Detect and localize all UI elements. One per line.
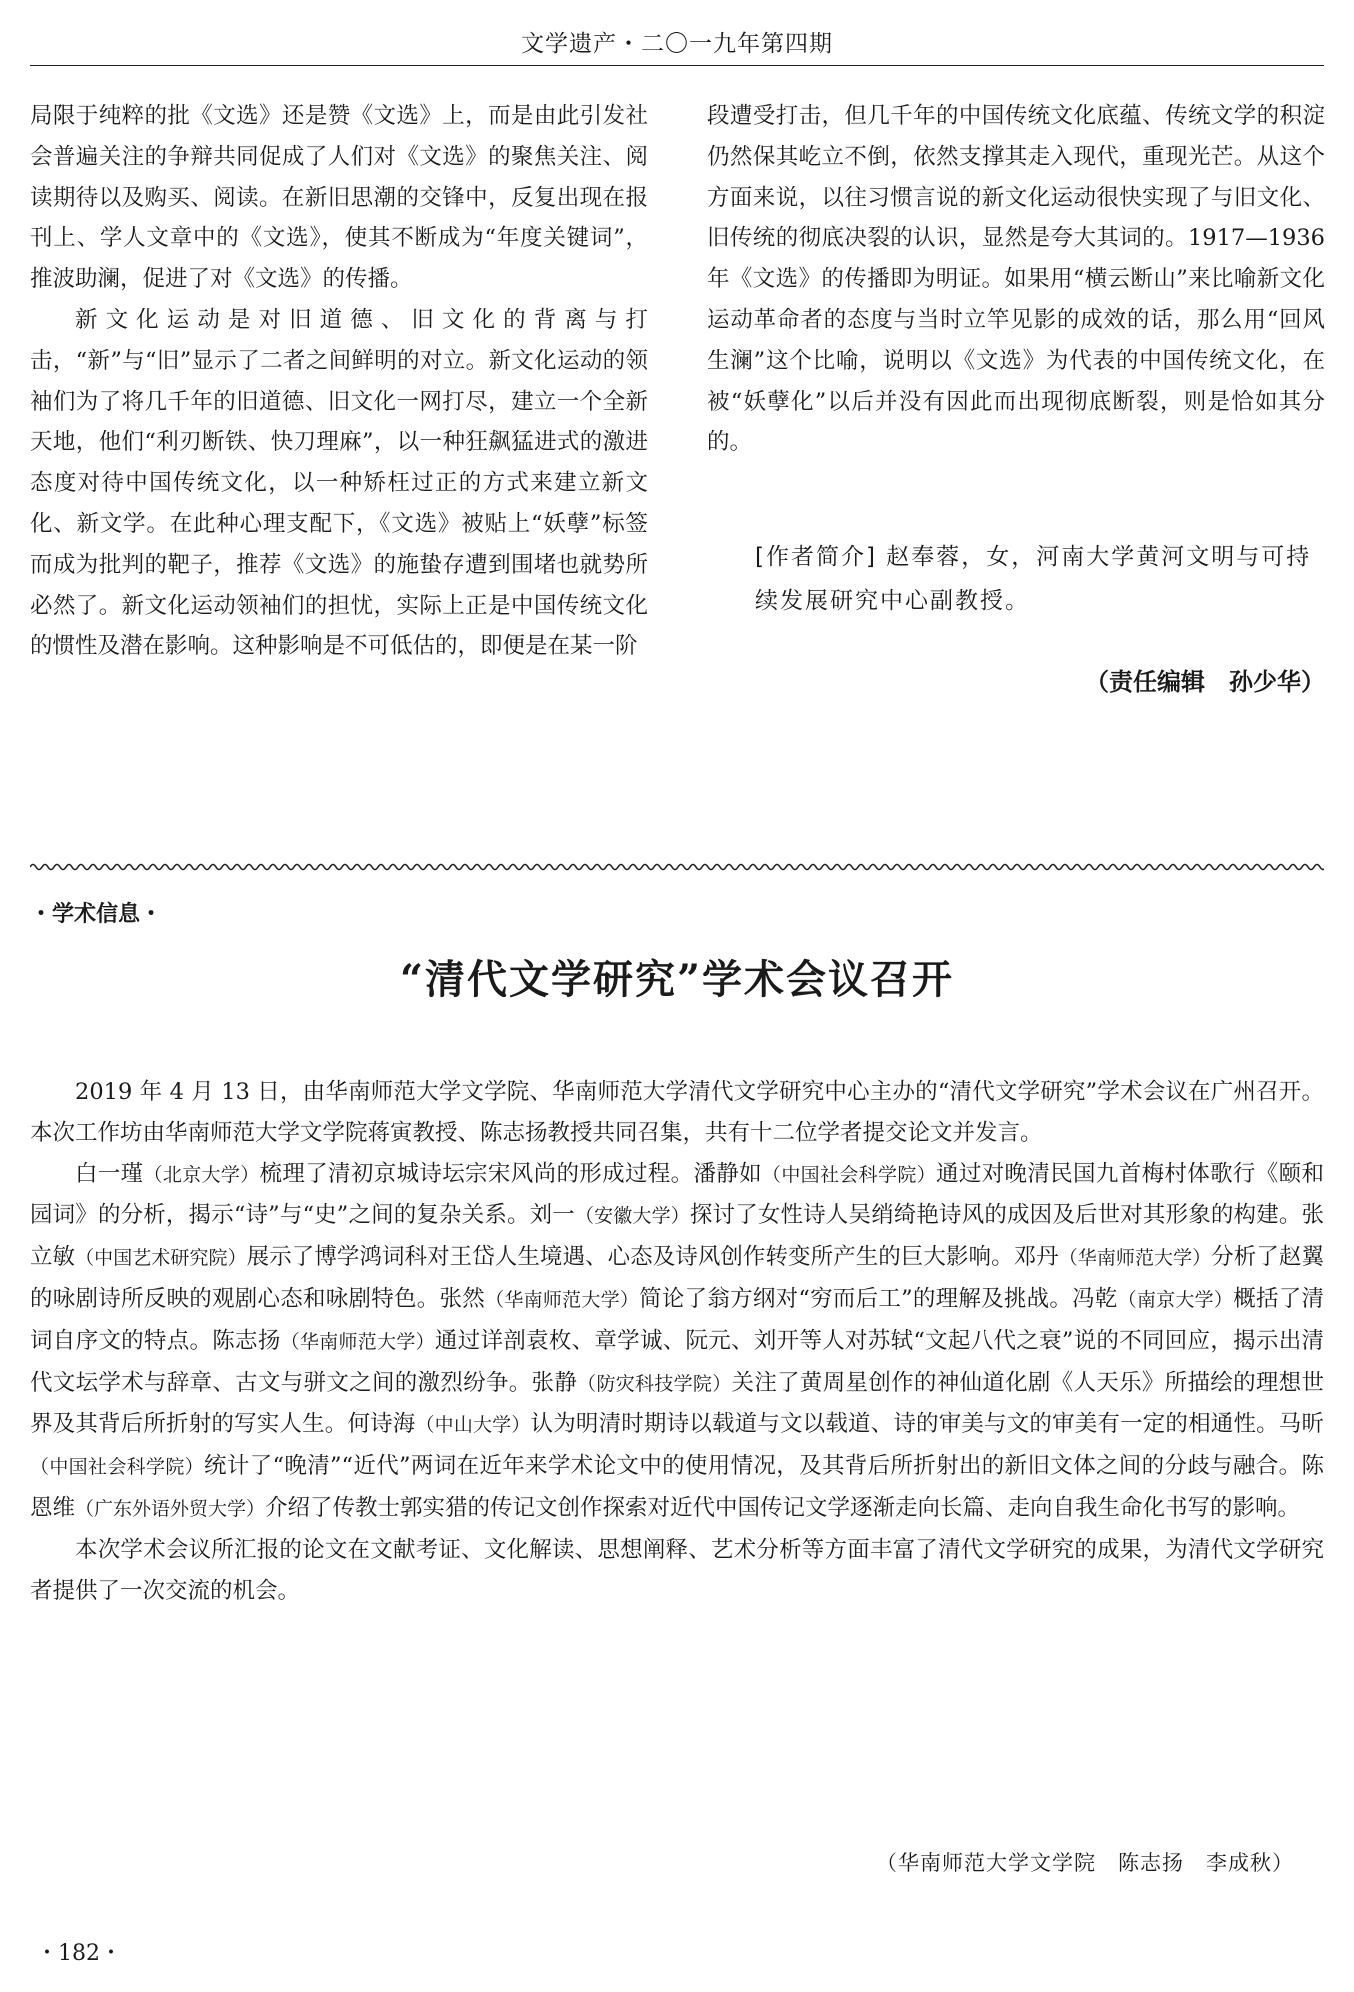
- article-title: “清代文学研究”学术会议召开: [399, 956, 954, 1003]
- affiliation: （北京大学）: [143, 1163, 260, 1186]
- article-paragraph-2: [30, 1154, 1324, 1530]
- page-number: ・182・: [36, 1941, 122, 1966]
- article-paragraph-3: 本次学术会议所汇报的论文在文献考证、文化解读、思想阐释、艺术分析等方面丰富了清代文学研究的成果，为清代文学研究者提供了一次交流的机会。: [30, 1536, 1324, 1604]
- section-tag: ・学术信息・: [30, 902, 163, 927]
- article-paragraph-1: 2019 年 4 月 13 日，由华南师范大学文学院、华南师范大学清代文学研究中心主办的“清代文学研究”学术会议在广州召开。本次工作坊由华南师范大学文学院蒋寅教授、陈志扬教授共同召集，共有十二位学者提交论文并发言。: [30, 1079, 1324, 1146]
- wavy-divider: [30, 860, 1324, 874]
- affiliation: （中国社会科学院）: [30, 1456, 205, 1479]
- text-segment: 通过详剖袁枚、章学诚、阮元、刘开等人对苏轼“文起八代之衰”说的不同回应，揭示出清代文坛学术与辞章、古文与骈文之间的激烈纷争。张静: [30, 1327, 1324, 1396]
- text-segment: 展示了博学鸿词科对王岱人生境遇、心态及诗风创作转变所产生的巨大影响。邓丹: [246, 1244, 1059, 1271]
- affiliation: （南京大学）: [1117, 1288, 1234, 1311]
- affiliation: （华南师范大学）: [280, 1330, 435, 1353]
- text-segment: 认为明清时期诗以载道与文以载道、诗的审美与文的审美有一定的相通性。马昕: [530, 1411, 1324, 1438]
- text-segment: 通过对晚清民国九首梅村体歌行《颐和园词》的分析，揭示“诗”与“史”之间的复杂关系。刘一: [30, 1160, 1324, 1229]
- right-column: [707, 96, 1325, 463]
- text-segment: 概括了清词自序文的特点。陈志扬: [30, 1285, 1324, 1354]
- responsible-editor: （责任编辑 孙少华）: [1085, 668, 1325, 696]
- affiliation: （防灾科技学院）: [577, 1372, 732, 1395]
- affiliation: （中国艺术研究院）: [75, 1247, 247, 1270]
- affiliation: （中国社会科学院）: [761, 1163, 937, 1186]
- affiliation: （广东外语外贸大学）: [75, 1497, 266, 1520]
- text-segment: 白一瑾: [75, 1160, 144, 1187]
- text-segment: 统计了“晚清”“近代”两词在近年来学术论文中的使用情况，及其背后所折射出的新旧文体之间的分歧与融合。陈恩维: [30, 1453, 1324, 1521]
- running-header: 文学遗产・二〇一九年第四期: [521, 31, 833, 57]
- left-paragraph-1: 局限于纯粹的批《文选》还是赞《文选》上，而是由此引发社会普遍关注的争辩共同促成了人们对《文选》的聚焦关注、阅读期待以及购买、阅读。在新旧思潮的交锋中，反复出现在报刊上、学人文章中的《文选》，使其不断成为“年度关键词”，推波助澜，促进了对《文选》的传播。: [30, 103, 648, 293]
- affiliation: （华南师范大学）: [1058, 1247, 1212, 1270]
- left-paragraph-2: 新文化运动是对旧道德、旧文化的背离与打击，“新”与“旧”显示了二者之间鲜明的对立。新文化运动的领袖们为了将几千年的旧道德、旧文化一网打尽，建立一个全新天地，他们“利刃断铁、快刀理麻”，以一种狂飙猛进式的激进态度对待中国传统文化，以一种矫枉过正的方式来建立新文化、新文学。在此种心理支配下，《文选》被贴上“妖孽”标签而成为批判的靶子，推荐《文选》的施蛰存遭到围堵也就势所必然了。新文化运动领袖们的担忧，实际上正是中国传统文化的惯性及潜在影响。这种影响是不可低估的，即便是在某一阶: [30, 306, 648, 660]
- text-segment: 简论了翁方纲对“穷而后工”的理解及挑战。冯乾: [639, 1285, 1118, 1312]
- text-segment: 探讨了女性诗人吴绡绮艳诗风的成因及后世对其形象的构建。张立敏: [30, 1202, 1324, 1271]
- affiliation: （中山大学）: [415, 1414, 531, 1437]
- article-signature: （华南师范大学文学院 陈志扬 李成秋）: [876, 1851, 1294, 1875]
- author-bio: [作者简介] 赵奉蓉，女，河南大学黄河文明与可持续发展研究中心副教授。: [755, 544, 1312, 614]
- text-segment: 梳理了清初京城诗坛宗宋风尚的形成过程。潘静如: [259, 1160, 762, 1187]
- right-paragraph-1: 段遭受打击，但几千年的中国传统文化底蕴、传统文学的积淀仍然保其屹立不倒，依然支撑其走入现代，重现光芒。从这个方面来说，以往习惯言说的新文化运动很快实现了与旧文化、旧传统的彻底决裂的认识，显然是夸大其词的。1917—1936 年《文选》的传播即为明证。如果用“横云断山”来比喻新文化运动革命者的态度与当时立竿见影的成效的话，那么用“回风生澜”这个比喻，说明以《文选》为代表的中国传统文化，在被“妖孽化”以后并没有因此而出现彻底断裂，则是恰如其分的。: [707, 103, 1325, 456]
- left-column: [30, 96, 648, 667]
- text-segment: 分析了赵翼的咏剧诗所反映的观剧心态和咏剧特色。张然: [30, 1244, 1324, 1312]
- text-segment: 介绍了传教士郭实猎的传记文创作探索对近代中国传记文学逐渐走向长篇、走向自我生命化书写的影响。: [265, 1494, 1301, 1521]
- header-rule: [30, 65, 1324, 66]
- text-segment: 关注了黄周星创作的神仙道化剧《人天乐》所描绘的理想世界及其背后所折射的写实人生。何诗海: [30, 1369, 1324, 1438]
- article-body: [30, 1072, 1324, 1611]
- affiliation: （安徽大学）: [574, 1205, 690, 1228]
- affiliation: （华南师范大学）: [485, 1288, 640, 1311]
